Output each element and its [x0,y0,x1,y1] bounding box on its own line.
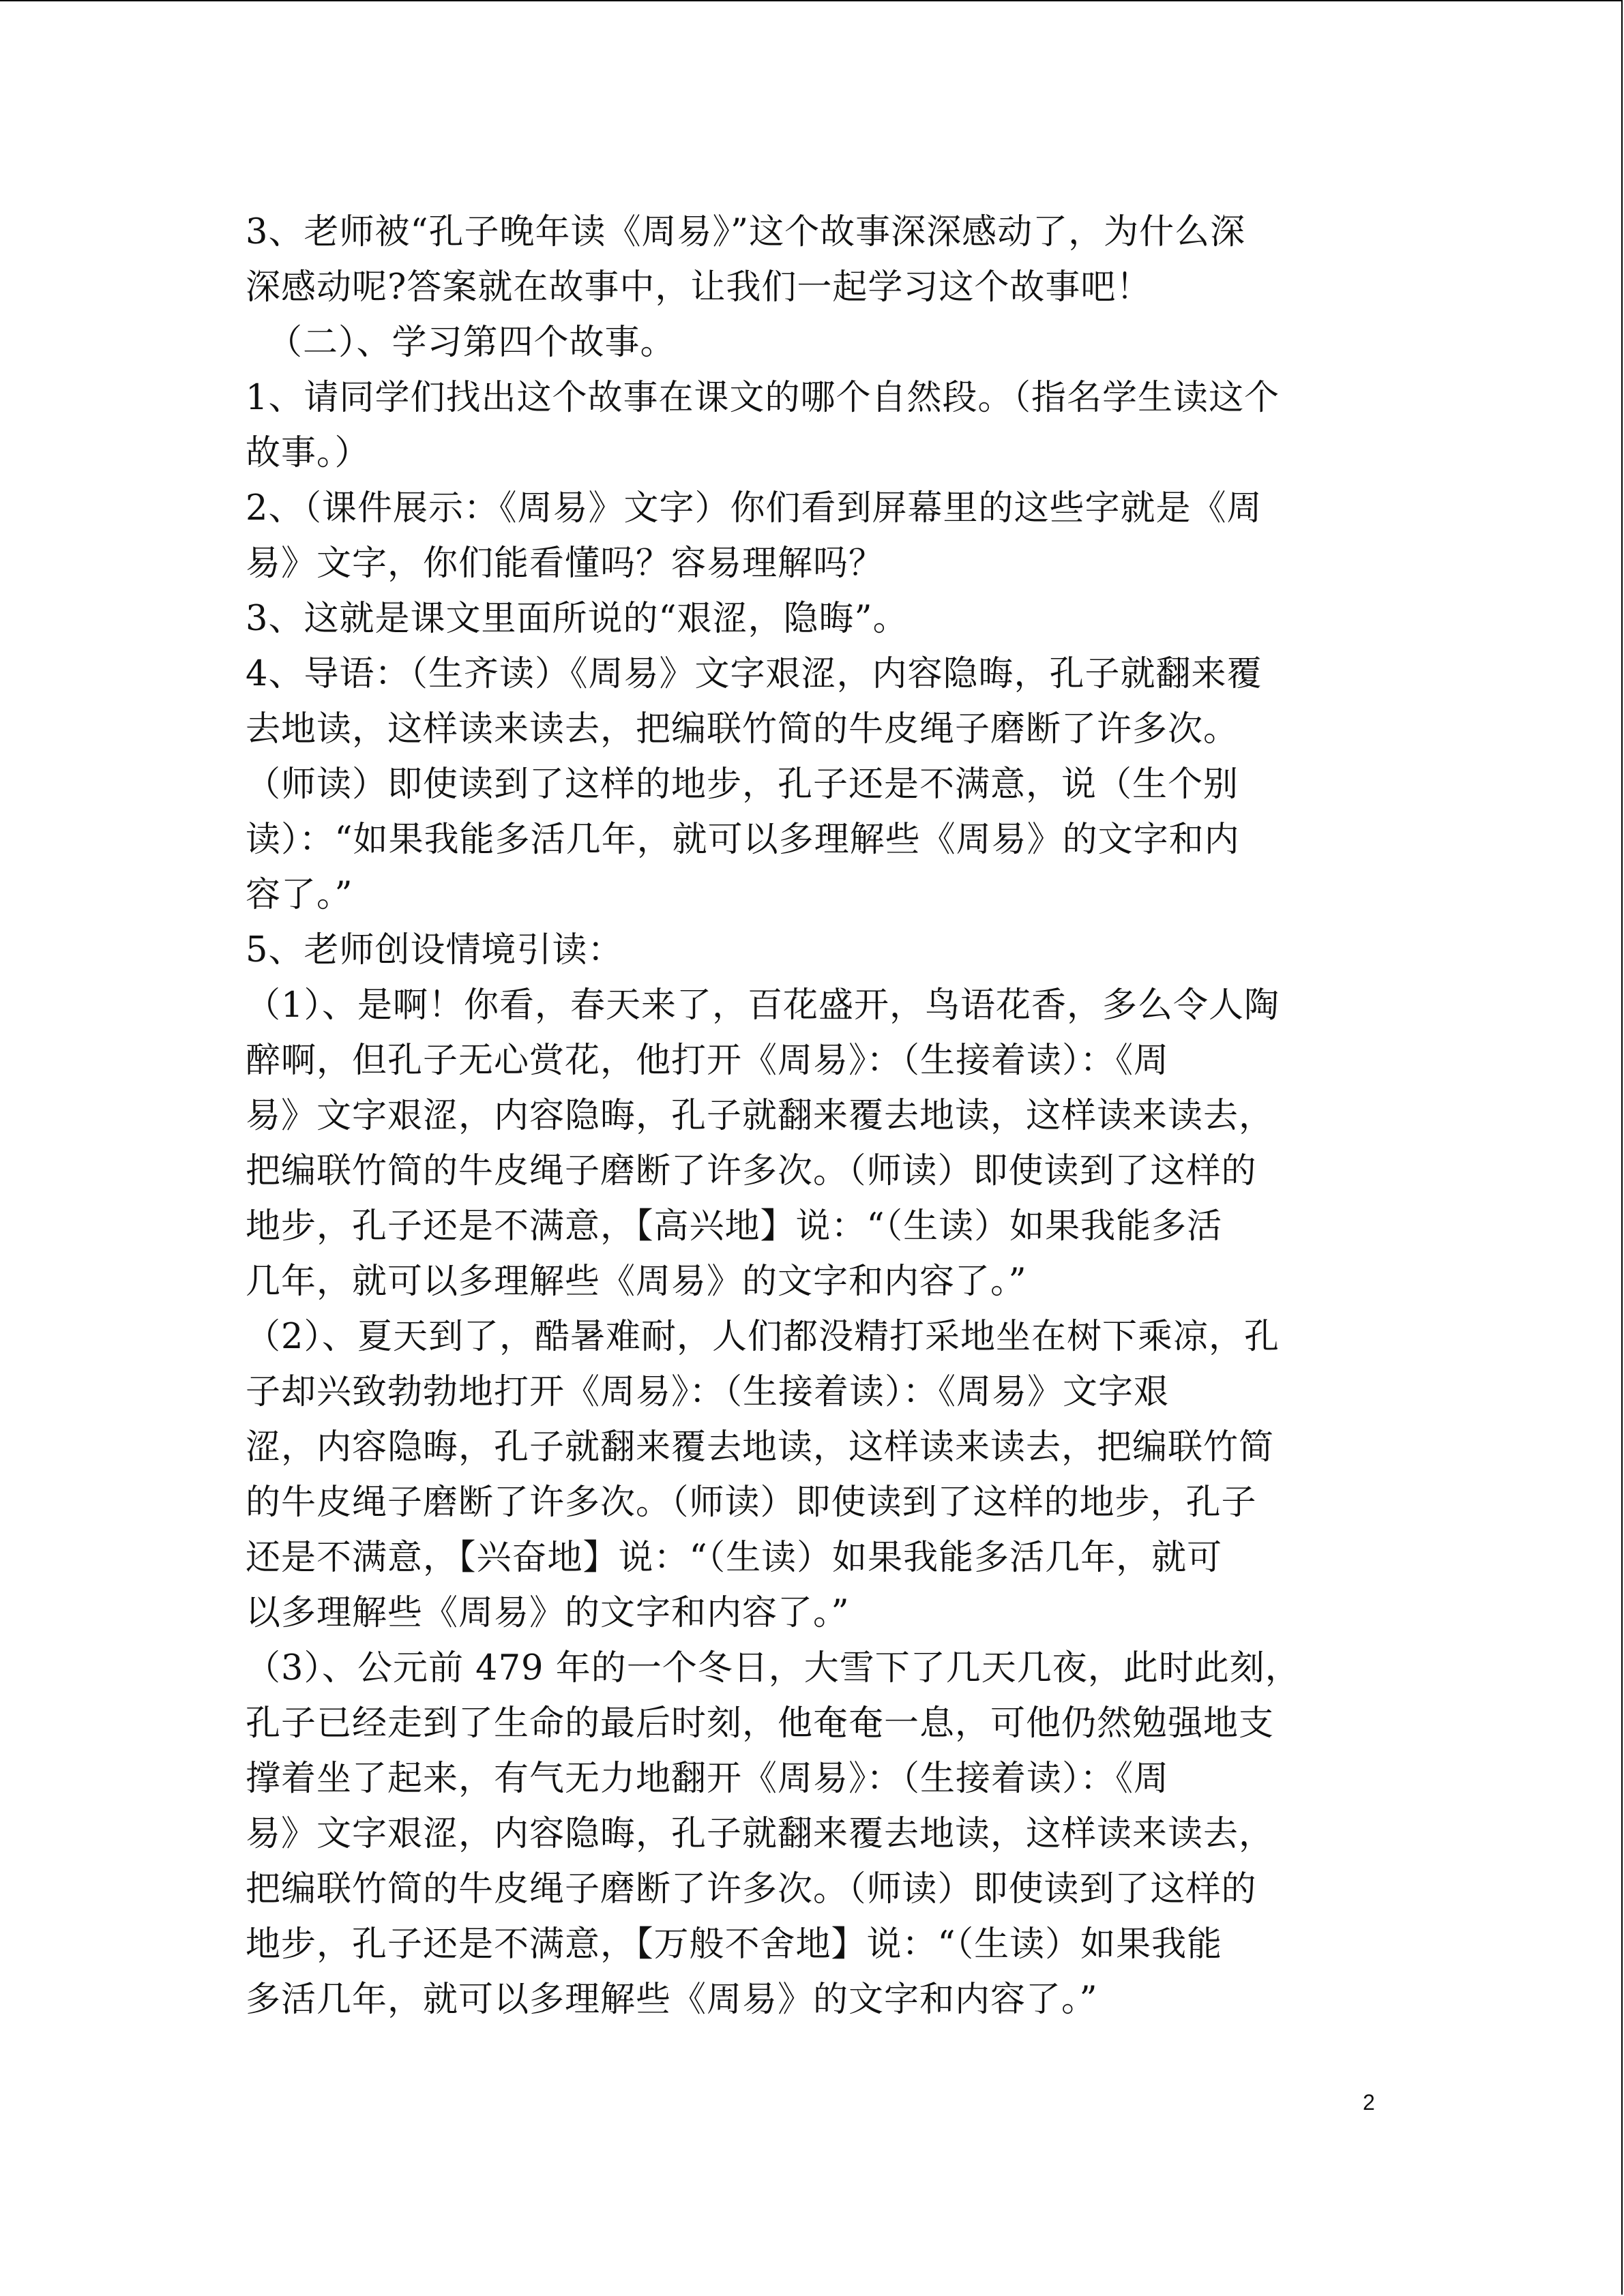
text-line: 孔子已经走到了生命的最后时刻，他奄奄一息，可他仍然勉强地支 [246,1703,1275,1744]
text-line: 把编联竹简的牛皮绳子磨断了许多次。（师读）即使读到了这样的 [246,1869,1257,1909]
text-line: 故事。） [246,433,370,473]
text-line: 把编联竹简的牛皮绳子磨断了许多次。（师读）即使读到了这样的 [246,1151,1257,1191]
text-line: 易》文字艰涩，内容隐晦，孔子就翻来覆去地读，这样读来读去， [246,1814,1275,1854]
section-heading: （二）、学习第四个故事。 [267,323,676,363]
document-body [246,205,1378,2027]
text-line: 地步，孔子还是不满意，【高兴地】说：“（生读）如果我能多活 [246,1206,1223,1247]
text-line: 4、导语：（生齐读）《周易》文字艰涩，内容隐晦，孔子就翻来覆 [246,654,1263,694]
text-line: （3）、公元前 479 年的一个冬日，大雪下了几天几夜，此时此刻， [246,1648,1301,1688]
text-line: 子却兴致勃勃地打开《周易》：（生接着读）：《周易》文字艰 [246,1372,1170,1412]
text-line: （1）、是啊！你看，春天来了，百花盛开，鸟语花香，多么令人陶 [246,985,1280,1026]
text-line: 的牛皮绳子磨断了许多次。（师读）即使读到了这样的地步，孔子 [246,1482,1257,1523]
text-line: 涩，内容隐晦，孔子就翻来覆去地读，这样读来读去，把编联竹简 [246,1427,1275,1467]
text-line: 几年，就可以多理解些《周易》的文字和内容了。” [246,1262,1027,1302]
text-line: 易》文字，你们能看懂吗？容易理解吗？ [246,543,885,584]
text-line: 3、这就是课文里面所说的“艰涩，隐晦”。 [246,599,909,639]
text-line: 以多理解些《周易》的文字和内容了。” [246,1593,850,1633]
text-line: 易》文字艰涩，内容隐晦，孔子就翻来覆去地读，这样读来读去， [246,1096,1275,1136]
text-line: 1、请同学们找出这个故事在课文的哪个自然段。（指名学生读这个 [246,378,1280,418]
text-line: 2、（课件展示：《周易》文字）你们看到屏幕里的这些字就是《周 [246,488,1263,528]
page-number: 2 [1363,2090,1375,2115]
text-line: 容了。” [246,875,353,915]
text-line: 去地读，这样读来读去，把编联竹简的牛皮绳子磨断了许多次。 [246,709,1239,749]
text-line: （2）、夏天到了，酷暑难耐，人们都没精打采地坐在树下乘凉，孔 [246,1317,1280,1357]
text-line: 深感动呢?答案就在故事中，让我们一起学习这个故事吧！ [246,267,1152,308]
text-line: （师读）即使读到了这样的地步，孔子还是不满意，说（生个别 [246,764,1239,805]
text-line: 读）：“如果我能多活几年，就可以多理解些《周易》的文字和内 [246,820,1240,860]
text-line: 还是不满意，【兴奋地】说：“（生读）如果我能多活几年，就可 [246,1538,1223,1578]
text-line: 醉啊，但孔子无心赏花，他打开《周易》：（生接着读）：《周 [246,1041,1170,1081]
text-line: 5、老师创设情境引读： [246,930,623,970]
text-line: 撑着坐了起来，有气无力地翻开《周易》：（生接着读）：《周 [246,1759,1170,1799]
text-line: 多活几年，就可以多理解些《周易》的文字和内容了。” [246,1980,1098,2020]
text-line: 地步，孔子还是不满意，【万般不舍地】说：“（生读）如果我能 [246,1924,1223,1965]
text-line: 3、老师被“孔子晚年读《周易》”这个故事深深感动了，为什么深 [246,212,1246,252]
